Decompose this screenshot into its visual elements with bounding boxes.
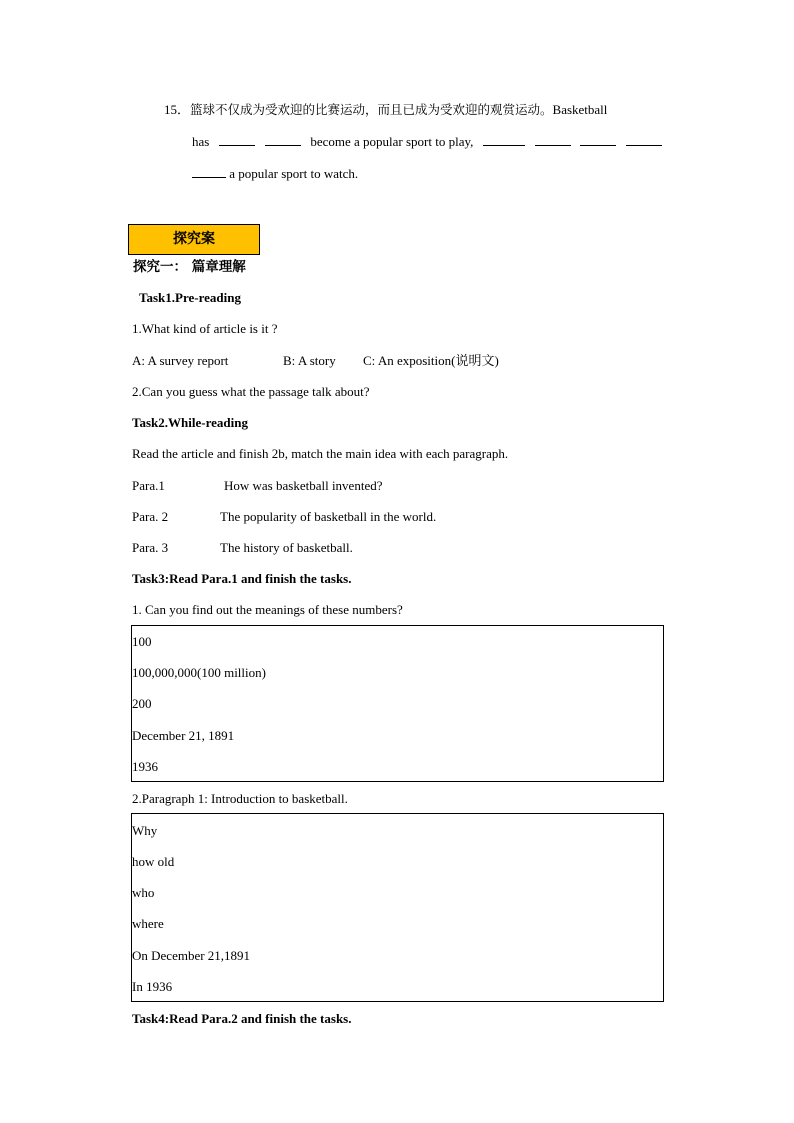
word-item: how old [132, 854, 175, 869]
number-item: December 21, 1891 [132, 728, 235, 743]
para-idea: The history of basketball. [220, 540, 353, 555]
task1-question2: 2.Can you guess what the passage talk about? [132, 384, 370, 399]
word-has: has [192, 134, 210, 149]
question-english-start: Basketball [552, 102, 608, 117]
blank[interactable] [265, 133, 301, 146]
number-item: 100 [132, 634, 152, 649]
blank[interactable] [219, 133, 255, 146]
blank[interactable] [192, 165, 226, 178]
task4-title: Task4:Read Para.2 and finish the tasks. [132, 1011, 352, 1026]
word-item: On December 21,1891 [132, 948, 251, 963]
blank[interactable] [580, 133, 616, 146]
blank[interactable] [483, 133, 525, 146]
line3-text: a popular sport to watch. [229, 166, 359, 181]
task2-instruction: Read the article and finish 2b, match the main idea with each paragraph. [132, 446, 509, 461]
question-15-line2 [192, 133, 662, 150]
blank[interactable] [535, 133, 571, 146]
para-label: Para. 3 [132, 540, 169, 555]
question-15-line3 [192, 165, 358, 182]
number-item: 200 [132, 696, 152, 711]
option-a: A: A survey report [132, 353, 229, 368]
para-idea: How was basketball invented? [224, 478, 383, 493]
task1-question1: 1.What kind of article is it ? [132, 321, 278, 336]
word-item: who [132, 885, 155, 900]
word-item: Why [132, 823, 158, 838]
task2-title: Task2.While-reading [132, 415, 248, 430]
para-label: Para. 2 [132, 509, 169, 524]
number-item: 1936 [132, 759, 158, 774]
para-label: Para.1 [132, 478, 165, 493]
paragraph1-box[interactable] [131, 813, 664, 1002]
para-idea: The popularity of basketball in the world. [220, 509, 437, 524]
question-15-line1 [164, 102, 607, 118]
option-c: C: An exposition(说明文) [363, 353, 499, 368]
option-b: B: A story [283, 353, 336, 368]
task3-title: Task3:Read Para.1 and finish the tasks. [132, 571, 352, 586]
question-chinese: 篮球不仅成为受欢迎的比赛运动，而且已成为受欢迎的观赏运动。 [190, 102, 553, 117]
section-title: 探究一： 篇章理解 [133, 259, 246, 275]
section-badge: 探究案 [128, 224, 260, 255]
task3-question1: 1. Can you find out the meanings of these numbers? [132, 602, 403, 617]
number-item: 100,000,000(100 million) [132, 665, 266, 680]
word-item: where [132, 916, 164, 931]
question-number: 15． [164, 102, 191, 117]
task1-title: Task1.Pre-reading [139, 290, 241, 305]
word-item: In 1936 [132, 979, 173, 994]
numbers-box[interactable] [131, 625, 664, 782]
line2-text: become a popular sport to play, [310, 134, 474, 149]
task3-question2: 2.Paragraph 1: Introduction to basketball. [132, 791, 348, 806]
blank[interactable] [626, 133, 662, 146]
